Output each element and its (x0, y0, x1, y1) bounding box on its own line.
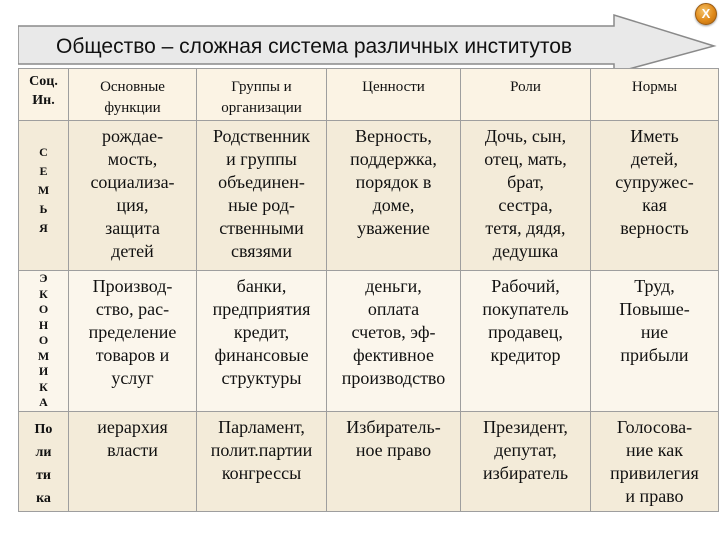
table-cell: Президент, депутат, избиратель (461, 411, 591, 511)
header-cell: Нормы (591, 69, 719, 121)
institution-label: С Е М Ь Я (19, 121, 69, 271)
table-cell: Труд, Повыше- ние прибыли (591, 271, 719, 412)
title-arrow (18, 14, 720, 74)
slide-title: Общество – сложная система различных институтов (56, 35, 573, 58)
header-cell: Роли (461, 69, 591, 121)
header-cell: Группы и организации (197, 69, 327, 121)
table-cell: банки, предприятия кредит, финансовые структуры (197, 271, 327, 412)
table-cell: Избиратель- ное право (327, 411, 461, 511)
table-cell: Производ- ство, рас- пределение товаров и услуг (69, 271, 197, 412)
institution-label: По ли ти ка (19, 411, 69, 511)
table-row-family (19, 121, 719, 271)
table-cell: Голосова- ние как привилегия и право (591, 411, 719, 511)
header-cell: Соц. Ин. (19, 69, 69, 121)
table-cell: рождае- мость, социализа- ция, защита детей (69, 121, 197, 271)
table-cell: Рабочий, покупатель продавец, кредитор (461, 271, 591, 412)
table-cell: Иметь детей, супружес- кая верность (591, 121, 719, 271)
table-header-row (19, 69, 719, 121)
header-cell: Основные функции (69, 69, 197, 121)
table-cell: иерархия власти (69, 411, 197, 511)
table-cell: Дочь, сын, отец, мать, брат, сестра, тетя, дядя, дедушка (461, 121, 591, 271)
table-cell: деньги, оплата счетов, эф- фективное производство (327, 271, 461, 412)
table-row-economy (19, 271, 719, 412)
table-cell: Парламент, полит.партии конгрессы (197, 411, 327, 511)
institution-label: Э К О Н О М И К А (19, 271, 69, 412)
table-cell: Верность, поддержка, порядок в доме, уважение (327, 121, 461, 271)
institutions-table (18, 68, 719, 512)
close-icon: X (701, 6, 711, 21)
table-cell: Родственник и группы объединен- ные род- ственными связями (197, 121, 327, 271)
header-cell: Ценности (327, 69, 461, 121)
table-row-politics (19, 411, 719, 511)
